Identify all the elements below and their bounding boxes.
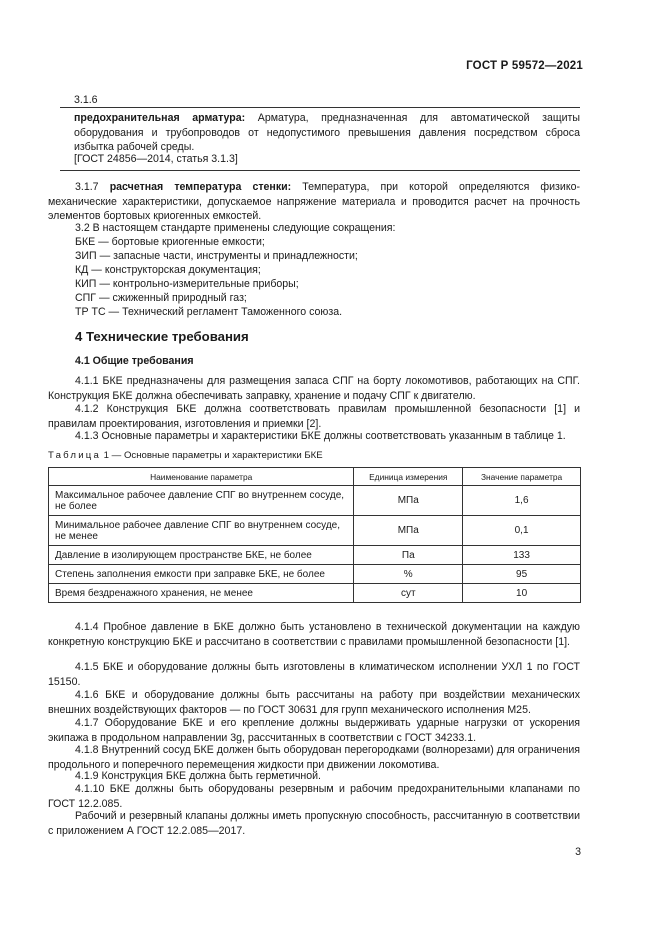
term-name-317: расчетная температура стенки: [109, 181, 292, 193]
paragraph-4-1-9: 4.1.9 Конструкция БКЕ должна быть герметичной. [75, 770, 321, 782]
column-header: Единица измерения [354, 468, 463, 486]
table-cell: % [354, 565, 463, 584]
term-text-317: Температура, при которой определяются физико-механические характеристики, допускаемое напряжение материала и проводится расчет на прочность элементов бортовых криогенных емкостей. [48, 181, 580, 223]
term-number-317: 3.1.7 [75, 181, 110, 193]
term-definition-316 [74, 111, 580, 155]
term-text-316: Арматура, предназначенная для автоматической защиты оборудования и трубопроводов от недопустимого превышения давления посредством сброса избытка рабочей среды. [74, 112, 580, 154]
table-cell: Давление в изолирующем пространстве БКЕ, не более [49, 546, 354, 565]
table-cell: Минимальное рабочее давление СПГ во внутреннем сосуде, не менее [49, 516, 354, 546]
abbreviation-item: СПГ — сжиженный природный газ; [75, 292, 247, 304]
standard-code: ГОСТ Р 59572—2021 [466, 60, 583, 72]
paragraph-4-1-8: 4.1.8 Внутренний сосуд БКЕ должен быть оборудован перегородками (волнорезами) для ограничения продольного и поперечного перемещения жидкости при движении локомотива. [48, 744, 580, 771]
paragraph-4-1-3: 4.1.3 Основные параметры и характеристики БКЕ должны соответствовать указанным в таблице 1. [75, 430, 566, 442]
table-cell: Максимальное рабочее давление СПГ во внутреннем сосуде, не более [49, 486, 354, 516]
table-header-row [49, 468, 581, 486]
table-cell: 95 [463, 565, 581, 584]
table-cell: 10 [463, 584, 581, 603]
paragraph-4-1-4: 4.1.4 Пробное давление в БКЕ должно быть установлено в технической документации на каждую конкретную конструкцию БКЕ и рассчитано в соответствии с правилами промышленной безопасности [1]. [48, 621, 580, 648]
parameters-table [48, 467, 581, 603]
table-caption [48, 450, 323, 461]
table-row [49, 486, 581, 516]
column-header: Значение параметра [463, 468, 581, 486]
table-caption-text: 1 — Основные параметры и характеристики БКЕ [101, 450, 323, 461]
table-row [49, 565, 581, 584]
table-cell: Время бездренажного хранения, не менее [49, 584, 354, 603]
paragraph-4-1-10: 4.1.10 БКЕ должны быть оборудованы резервным и рабочим предохранительными клапанами по ГОСТ 12.2.085. [48, 783, 580, 810]
paragraph-4-1-2: 4.1.2 Конструкция БКЕ должна соответствовать правилам промышленной безопасности [1] и правилам проектирования, изготовления и приемки [2]. [48, 403, 580, 430]
definition-box [60, 94, 580, 171]
table-cell: Па [354, 546, 463, 565]
paragraph-4-1-6: 4.1.6 БКЕ и оборудование должны быть рассчитаны на работу при воздействии механических внешних воздействующих факторов — по ГОСТ 30631 для групп механического исполнения М25. [48, 689, 580, 716]
table-caption-prefix: Таблица [48, 450, 102, 461]
table-row [49, 584, 581, 603]
table-cell: МПа [354, 516, 463, 546]
paragraph-valves: Рабочий и резервный клапаны должны иметь пропускную способность, рассчитанную в соответствии с приложением А ГОСТ 12.2.085—2017. [48, 810, 580, 837]
page-number: 3 [575, 846, 581, 858]
abbreviation-item: БКЕ — бортовые криогенные емкости; [75, 236, 265, 248]
term-definition-317 [48, 180, 580, 224]
term-reference-316: [ГОСТ 24856—2014, статья 3.1.3] [74, 153, 238, 165]
abbreviation-item: КД — конструкторская документация; [75, 264, 261, 276]
paragraph-4-1-1: 4.1.1 БКЕ предназначены для размещения запаса СПГ на борту локомотивов, работающих на СПГ. Конструкция БКЕ должна обеспечивать заправку, хранение и подачу СПГ к двигателю. [48, 375, 580, 402]
table-cell: Степень заполнения емкости при заправке БКЕ, не более [49, 565, 354, 584]
section-heading: 4 Технические требования [75, 329, 249, 344]
paragraph-4-1-5: 4.1.5 БКЕ и оборудование должны быть изготовлены в климатическом исполнении УХЛ 1 по ГОСТ 15150. [48, 661, 580, 688]
abbreviation-item: КИП — контрольно-измерительные приборы; [75, 278, 299, 290]
table-cell: 1,6 [463, 486, 581, 516]
abbreviation-item: ТР ТС — Технический регламент Таможенного союза. [75, 306, 343, 318]
table-cell: 0,1 [463, 516, 581, 546]
subsection-heading: 4.1 Общие требования [75, 355, 194, 367]
paragraph-4-1-7: 4.1.7 Оборудование БКЕ и его крепление должны выдерживать ударные нагрузки от ускорения экипажа в продольном направлении 3g, рассчитанных в соответствии с ГОСТ 34233.1. [48, 717, 580, 744]
abbreviations-intro: 3.2 В настоящем стандарте применены следующие сокращения: [75, 222, 396, 234]
term-name-316: предохранительная арматура: [74, 112, 246, 124]
table-cell: МПа [354, 486, 463, 516]
table-row [49, 546, 581, 565]
column-header: Наименование параметра [49, 468, 354, 486]
table-cell: сут [354, 584, 463, 603]
abbreviation-item: ЗИП — запасные части, инструменты и принадлежности; [75, 250, 358, 262]
term-number-316: 3.1.6 [74, 94, 98, 106]
table-cell: 133 [463, 546, 581, 565]
table-row [49, 516, 581, 546]
